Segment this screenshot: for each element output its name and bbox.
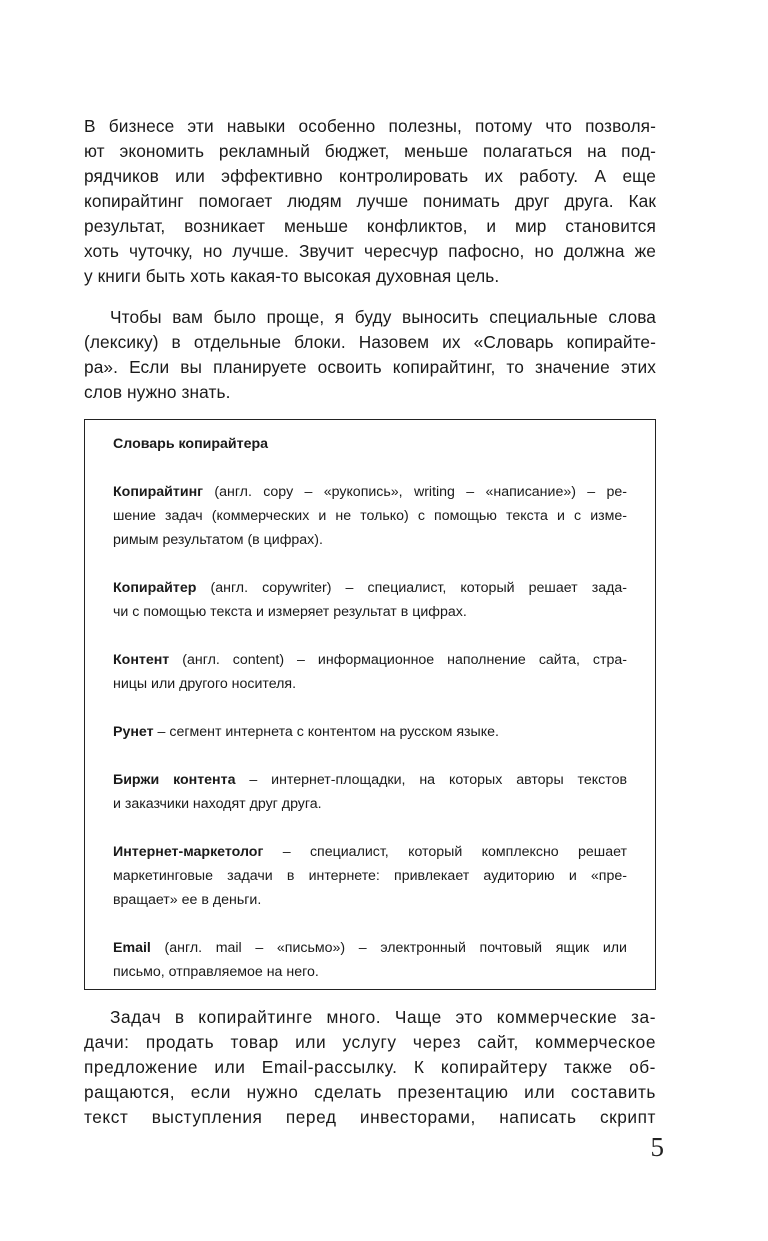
- glossary-term: Интернет-маркетолог: [113, 844, 264, 860]
- text-line: у книги быть хоть какая-то высокая духовная цель.: [84, 266, 500, 286]
- glossary-term: Копирайтинг: [113, 484, 204, 500]
- glossary-term: Копирайтер: [113, 580, 197, 596]
- text-line: ращаются, если нужно сделать презентацию или составить: [84, 1082, 656, 1102]
- text-line: дачи: продать товар или услугу через сайт, коммерческое: [84, 1032, 656, 1052]
- text-line: В бизнесе эти навыки особенно полезны, потому что позволя-: [84, 116, 656, 136]
- glossary-definition: – интернет-площадки, на которых авторы текстов: [235, 772, 627, 788]
- glossary-entry-copywriter: [113, 576, 627, 624]
- glossary-definition: (англ. content) – информационное наполнение сайта, стра-: [169, 652, 627, 668]
- paragraph-business-benefits: [84, 114, 656, 289]
- glossary-definition: (англ. copywriter) – специалист, который решает зада-: [196, 580, 627, 596]
- glossary-line: римым результатом (в цифрах).: [113, 532, 323, 548]
- page-number: 5: [650, 1132, 664, 1162]
- glossary-line: [113, 480, 627, 504]
- text-line: Задач в копирайтинге много. Чаще это коммерческие за-: [110, 1007, 656, 1027]
- glossary-line: [113, 648, 627, 672]
- glossary-term: Рунет: [113, 724, 154, 740]
- paragraph-copywriting-tasks: [84, 1005, 656, 1130]
- glossary-line: письмо, отправляемое на него.: [113, 964, 319, 980]
- glossary-definition: – специалист, который комплексно решает: [263, 844, 627, 860]
- text-line: копирайтинг помогает людям лучше понимать друг друга. Как: [84, 191, 656, 211]
- text-line: текст выступления перед инвесторами, написать скрипт: [84, 1107, 656, 1127]
- text-line: слов нужно знать.: [84, 382, 231, 402]
- glossary-line: [113, 768, 627, 792]
- glossary-line: [113, 576, 627, 600]
- glossary-entry-runet: [113, 720, 627, 744]
- glossary-term: Биржи контента: [113, 772, 236, 788]
- glossary-line: и заказчики находят друг друга.: [113, 796, 322, 812]
- glossary-line: [113, 720, 627, 744]
- glossary-line: чи с помощью текста и измеряет результат в цифрах.: [113, 604, 467, 620]
- glossary-line: [113, 840, 627, 864]
- glossary-box: [84, 419, 656, 990]
- glossary-term: Контент: [113, 652, 170, 668]
- glossary-entry-email: [113, 936, 627, 984]
- text-line: (лексику) в отдельные блоки. Назовем их «Словарь копирайте-: [84, 332, 656, 352]
- glossary-definition: (англ. copy – «рукопись», writing – «написание») – ре-: [203, 484, 627, 500]
- glossary-title: Словарь копирайтера: [113, 436, 269, 452]
- glossary-line: маркетинговые задачи в интернете: привлекает аудиторию и «пре-: [113, 868, 627, 884]
- glossary-term: Email: [113, 940, 151, 956]
- glossary-entry-internet-marketer: [113, 840, 627, 912]
- text-line: результат, возникает меньше конфликтов, и мир становится: [84, 216, 656, 236]
- glossary-content: [113, 432, 627, 984]
- glossary-line: шение задач (коммерческих и не только) с помощью текста и с изме-: [113, 508, 627, 524]
- glossary-definition: – сегмент интернета с контентом на русском языке.: [153, 724, 499, 740]
- text-line: рядчиков или эффективно контролировать их работу. А еще: [84, 166, 656, 186]
- glossary-entry-content: [113, 648, 627, 696]
- glossary-entry-content-exchanges: [113, 768, 627, 816]
- glossary-line: ницы или другого носителя.: [113, 676, 297, 692]
- text-line: ра». Если вы планируете освоить копирайтинг, то значение этих: [84, 357, 656, 377]
- glossary-line: вращает» ее в деньги.: [113, 892, 262, 908]
- text-line: предложение или Email-рассылку. К копирайтеру также об-: [84, 1057, 656, 1077]
- glossary-definition: (англ. mail – «письмо») – электронный почтовый ящик или: [150, 940, 627, 956]
- paragraph-glossary-intro: [84, 305, 656, 405]
- text-line: ют экономить рекламный бюджет, меньше полагаться на под-: [84, 141, 656, 161]
- text-line: Чтобы вам было проще, я буду выносить специальные слова: [110, 307, 656, 327]
- text-line: хоть чуточку, но лучше. Звучит чересчур пафосно, но должна же: [84, 241, 656, 261]
- glossary-entry-copywriting: [113, 480, 627, 552]
- glossary-line: [113, 936, 627, 960]
